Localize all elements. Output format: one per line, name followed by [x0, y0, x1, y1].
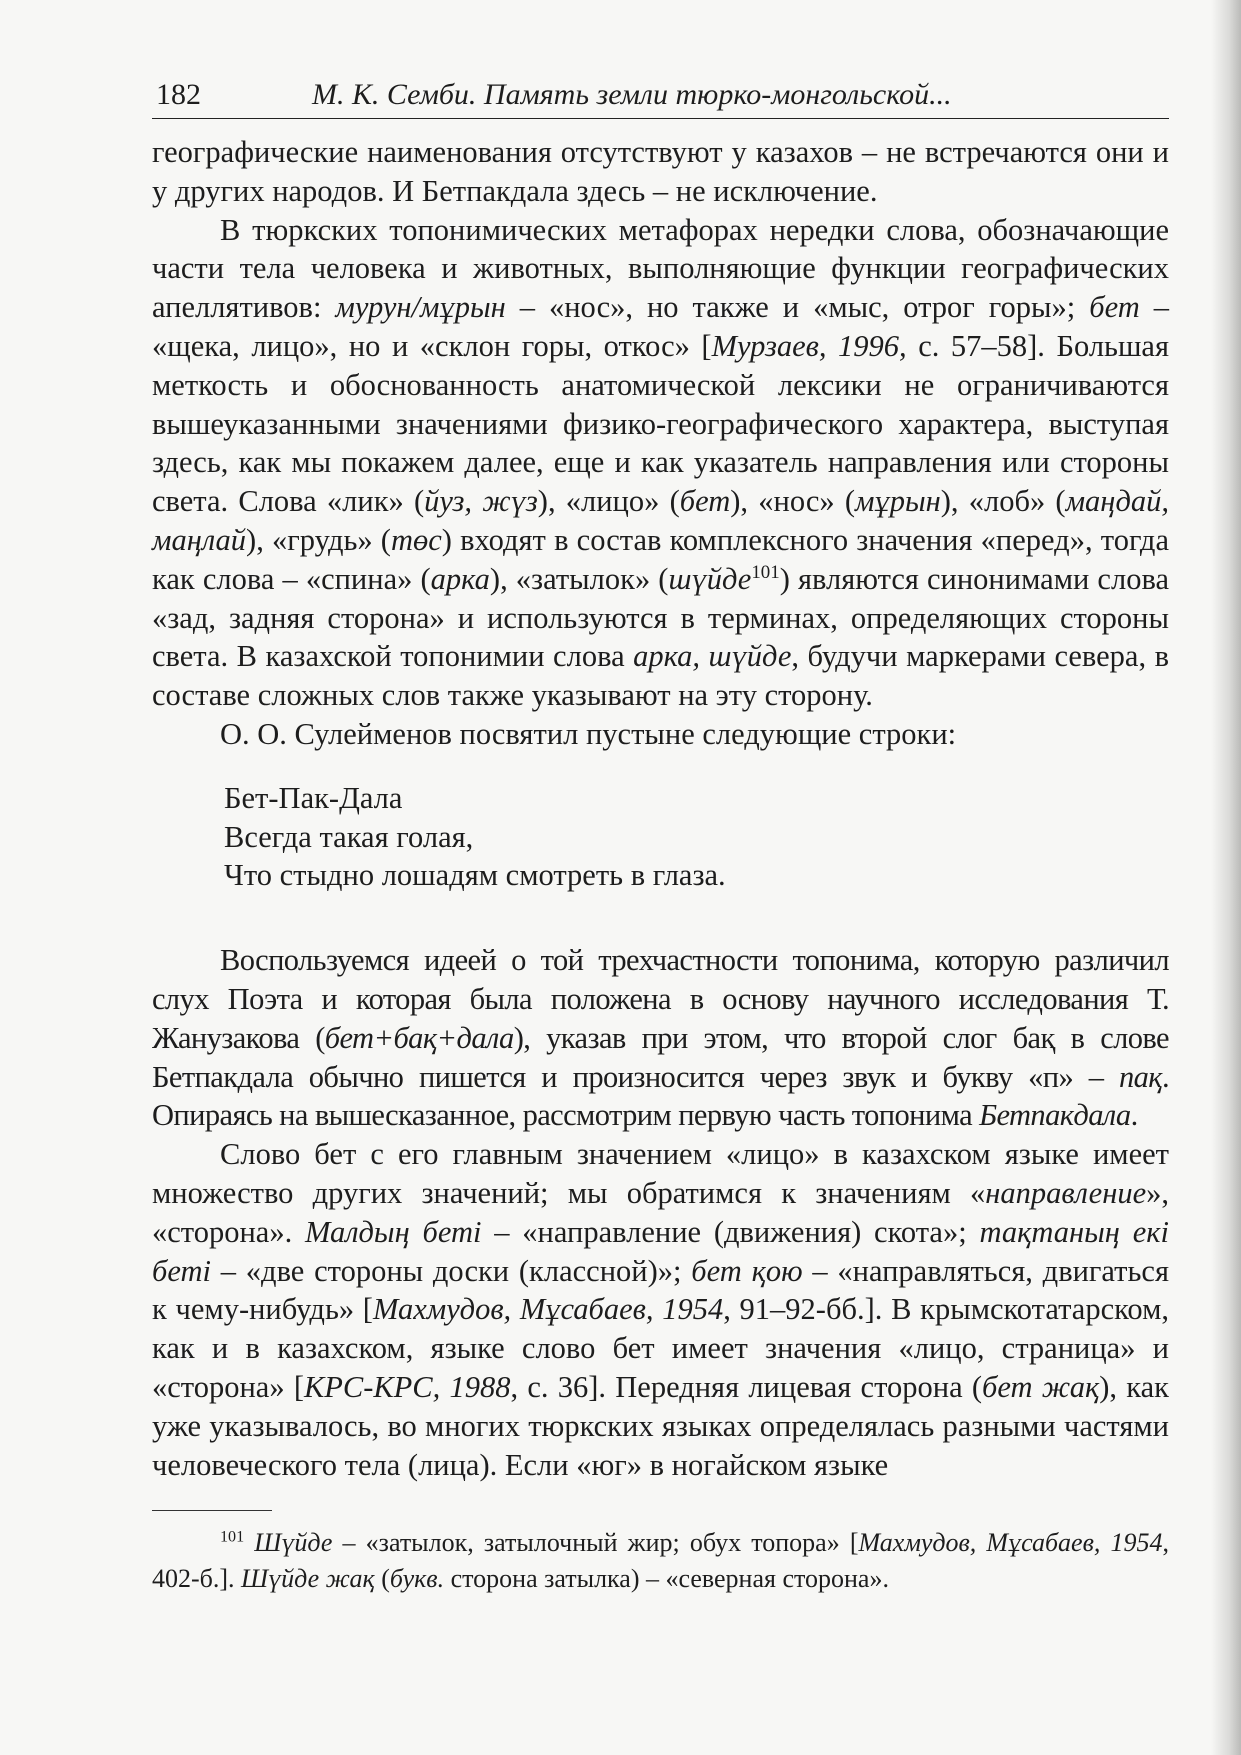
- term: Бетпакдала: [979, 1098, 1131, 1133]
- text-run: ), «лоб» (: [940, 484, 1066, 519]
- text-run: ), указав при этом, что второй слог бақ в слове Бетпакдала обычно пишется и произносится через звук и букву «п» –: [152, 1020, 1169, 1094]
- text-run: ), «затылок» (: [489, 561, 669, 596]
- text-run: ), как уже указывалось, во многих тюркских языках определялась разными частями человеческого тела (лица). Если «юг» в ногайском языке: [152, 1369, 1169, 1482]
- text-run: .: [1130, 1098, 1138, 1133]
- poem-verse: [224, 779, 1169, 895]
- term: бет+бақ+дала: [324, 1020, 514, 1055]
- paragraph-2: [152, 211, 1169, 715]
- abbreviation: букв.: [389, 1564, 445, 1594]
- footnote-separator: [152, 1510, 272, 1511]
- footnote-marker: 101: [751, 561, 780, 583]
- text-run: Воспользуемся идеей о той трехчастности топонима, которую различил слух Поэта и которая была положена в основу научного исследования Т. Жанузакова (: [152, 943, 1169, 1055]
- text-run: В тюркских топонимических метафорах нередки слова, обозначающие части тела человека и животных, выполняющие функции географических апеллятивов:: [152, 212, 1169, 325]
- running-title: М. К. Семби. Память земли тюрко-монгольской...: [312, 78, 952, 111]
- term: Шүйде жақ: [241, 1564, 375, 1594]
- verse-line: Бет-Пак-Дала: [224, 780, 403, 815]
- citation: Мурзаев, 1996,: [711, 328, 907, 363]
- term: шүйде: [668, 561, 752, 596]
- text-run: ) являются синонимами слова «зад, задняя сторона» и используются в терминах, определяющих стороны света. В казахской топонимии слова: [152, 561, 1169, 674]
- citation: Махмудов, Мұсабаев, 1954: [372, 1292, 724, 1327]
- term: арка: [430, 561, 490, 596]
- text-run: – «две стороны доски (классной)»;: [210, 1253, 692, 1288]
- term: пақ: [1119, 1059, 1162, 1094]
- term: бет жақ: [982, 1369, 1100, 1404]
- text-run: с. 57–58]. Большая меткость и обоснованность анатомической лексики не ограничиваются вышеуказанными значениями физико-географического характера, выступая здесь, как мы покажем далее, еще и как указатель направления или стороны света. Слова «лик» (: [152, 328, 1169, 519]
- text-run: , с. 36]. Передняя лицевая сторона (: [510, 1369, 983, 1404]
- paragraph-5: [152, 1135, 1169, 1484]
- text-run: – «щека, лицо», но и «склон горы, откос» [: [152, 290, 1169, 363]
- term: направление: [985, 1175, 1147, 1210]
- page-number: 182: [156, 78, 201, 111]
- term: төс: [390, 522, 442, 557]
- paragraph-4: [152, 941, 1169, 1135]
- text-run: , будучи маркерами севера, в составе сложных слов также указывают на эту сторону.: [152, 639, 1169, 713]
- text-run: Слово бет с его главным значением «лицо» в казахском языке имеет множество других значений; мы обратимся к значениям «: [152, 1137, 1169, 1210]
- footnote-number: 101: [220, 1528, 245, 1546]
- text-run: . Опираясь на вышесказанное, рассмотрим первую часть топонима: [152, 1059, 1169, 1133]
- paragraph-3: О. О. Сулейменов посвятил пустыне следующие строки:: [220, 716, 957, 751]
- term: бет: [1089, 290, 1140, 325]
- term: бет: [679, 484, 731, 519]
- term: тақтаның екі беті: [152, 1214, 1169, 1288]
- text-run: – «затылок, затылочный жир; обух топора» [: [332, 1528, 859, 1558]
- text-run: ) входят в состав комплексного значения «перед», тогда как слова – «спина» (: [152, 522, 1169, 596]
- text-run: сторона затылка) – «северная сторона».: [444, 1564, 889, 1594]
- text-run: », «сторона».: [152, 1175, 1169, 1249]
- text-run: ), «нос» (: [730, 484, 855, 519]
- term: арка, шүйде: [633, 639, 792, 674]
- citation: Махмудов, Мұсабаев, 1954: [858, 1528, 1163, 1558]
- text-run: – «направляться, двигаться к чему-нибудь» [: [152, 1253, 1169, 1327]
- paragraph-1: географические наименования отсутствуют у казахов – не встречаются они и у других народов. И Бетпакдала здесь – не исключение.: [152, 135, 1169, 208]
- term: мұрын: [854, 484, 941, 519]
- text-run: – «направление (движения) скота»;: [481, 1214, 980, 1249]
- main-text: [152, 133, 1169, 1484]
- verse-line: Что стыдно лошадям смотреть в глаза.: [224, 858, 726, 893]
- term: бет қою: [691, 1253, 803, 1288]
- page-content: [152, 78, 1169, 1597]
- text-run: ), «лицо» (: [537, 484, 680, 519]
- footnote-101: [152, 1525, 1169, 1597]
- term: Малдың беті: [304, 1214, 482, 1249]
- citation: КРС-КРС, 1988: [303, 1369, 511, 1404]
- text-run: (: [374, 1564, 390, 1594]
- page-spine-shadow: [1211, 0, 1241, 1755]
- running-header: [152, 78, 1169, 119]
- text-run: , 91–92-бб.]. В крымскотатарском, как и в казахском, языке слово бет имеет значения «лицо, страница» и «сторона» [: [152, 1292, 1169, 1404]
- text-run: – «нос», но также и «мыс, отрог горы»;: [505, 290, 1090, 325]
- term: мурун/мұрын: [335, 290, 506, 325]
- text-run: , 402-б.].: [152, 1528, 1169, 1594]
- term: маңдай, маңлай: [152, 484, 1169, 557]
- verse-line: Всегда такая голая,: [224, 819, 474, 854]
- text-run: ), «грудь» (: [246, 522, 391, 557]
- term: Шүйде: [254, 1528, 333, 1558]
- term: йуз, жүз: [424, 484, 538, 519]
